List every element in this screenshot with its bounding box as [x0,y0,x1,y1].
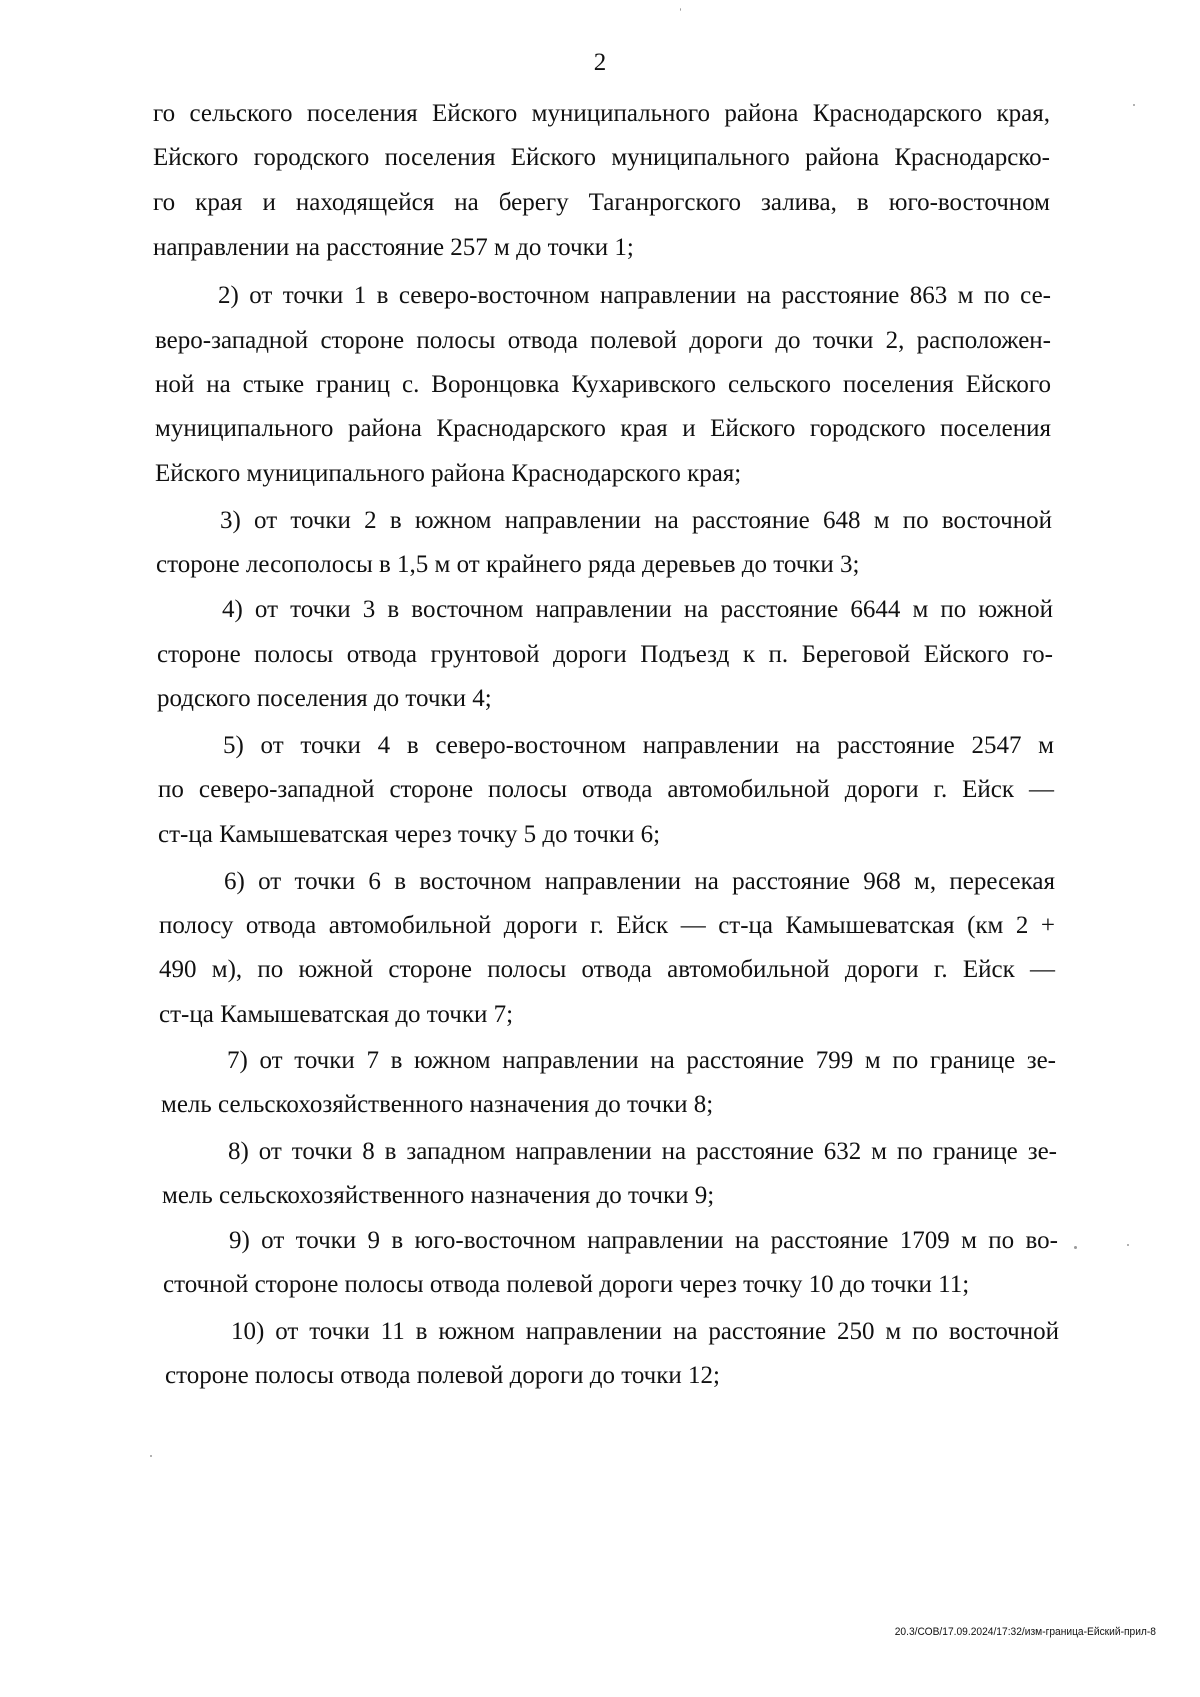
text-line: 4) от точки 3 в восточном направлении на расстояние 6644 м по южной [222,596,1053,623]
text-line: 8) от точки 8 в западном направлении на расстояние 632 м по границе зе- [228,1138,1057,1165]
scan-speck [1127,1244,1129,1246]
scan-speck [680,8,681,11]
text-line: стороне полосы отвода полевой дороги до точки 12; [165,1362,720,1389]
text-line: ной на стыке границ с. Воронцовка Кухаривского сельского поселения Ейского [155,371,1051,398]
text-line: по северо-западной стороне полосы отвода автомобильной дороги г. Ейск — [158,776,1054,803]
text-line: мель сельскохозяйственного назначения до точки 8; [161,1091,714,1118]
text-line: 9) от точки 9 в юго-восточном направлении на расстояние 1709 м по во- [229,1227,1058,1254]
document-footer-code: 20.3/СОВ/17.09.2024/17:32/изм-граница-Ейский-прил-8 [894,1626,1156,1638]
text-line: 7) от точки 7 в южном направлении на расстояние 799 м по границе зе- [227,1047,1056,1074]
text-line: сточной стороне полосы отвода полевой дороги через точку 10 до точки 11; [163,1271,970,1298]
text-line: стороне полосы отвода грунтовой дороги Подъезд к п. Береговой Ейского го- [157,641,1053,668]
text-line: 2) от точки 1 в северо-восточном направлении на расстояние 863 м по се- [218,282,1051,309]
scan-speck [1074,1246,1077,1249]
text-line: Ейского городского поселения Ейского муниципального района Краснодарско- [153,144,1050,171]
page-number: 2 [593,49,607,76]
text-line: ст-ца Камышеватская до точки 7; [159,1001,514,1028]
text-line: 3) от точки 2 в южном направлении на расстояние 648 м по восточной [220,507,1052,534]
text-line: го края и находящейся на берегу Таганрогского залива, в юго-восточном [153,189,1050,216]
text-line: го сельского поселения Ейского муниципального района Краснодарского края, [153,100,1050,127]
text-line: мель сельскохозяйственного назначения до точки 9; [162,1182,715,1209]
text-line: ст-ца Камышеватская через точку 5 до точки 6; [158,821,661,848]
text-line: 5) от точки 4 в северо-восточном направлении на расстояние 2547 м [223,732,1054,759]
text-line: направлении на расстояние 257 м до точки 1; [153,234,634,261]
text-line: Ейского муниципального района Краснодарского края; [155,460,742,487]
scan-speck [150,1455,152,1457]
text-line: 6) от точки 6 в восточном направлении на расстояние 968 м, пересекая [224,868,1055,895]
text-line: веро-западной стороне полосы отвода полевой дороги до точки 2, расположен- [155,327,1051,354]
text-line: муниципального района Краснодарского края и Ейского городского поселения [155,415,1051,442]
text-line: стороне лесополосы в 1,5 м от крайнего ряда деревьев до точки 3; [156,551,860,578]
text-line: полосу отвода автомобильной дороги г. Ейск — ст-ца Камышеватская (км 2 + [159,912,1055,939]
scan-speck [1133,104,1135,106]
text-line: родского поселения до точки 4; [157,685,492,712]
text-line: 490 м), по южной стороне полосы отвода автомобильной дороги г. Ейск — [159,956,1055,983]
text-line: 10) от точки 11 в южном направлении на расстояние 250 м по восточной [231,1318,1059,1345]
